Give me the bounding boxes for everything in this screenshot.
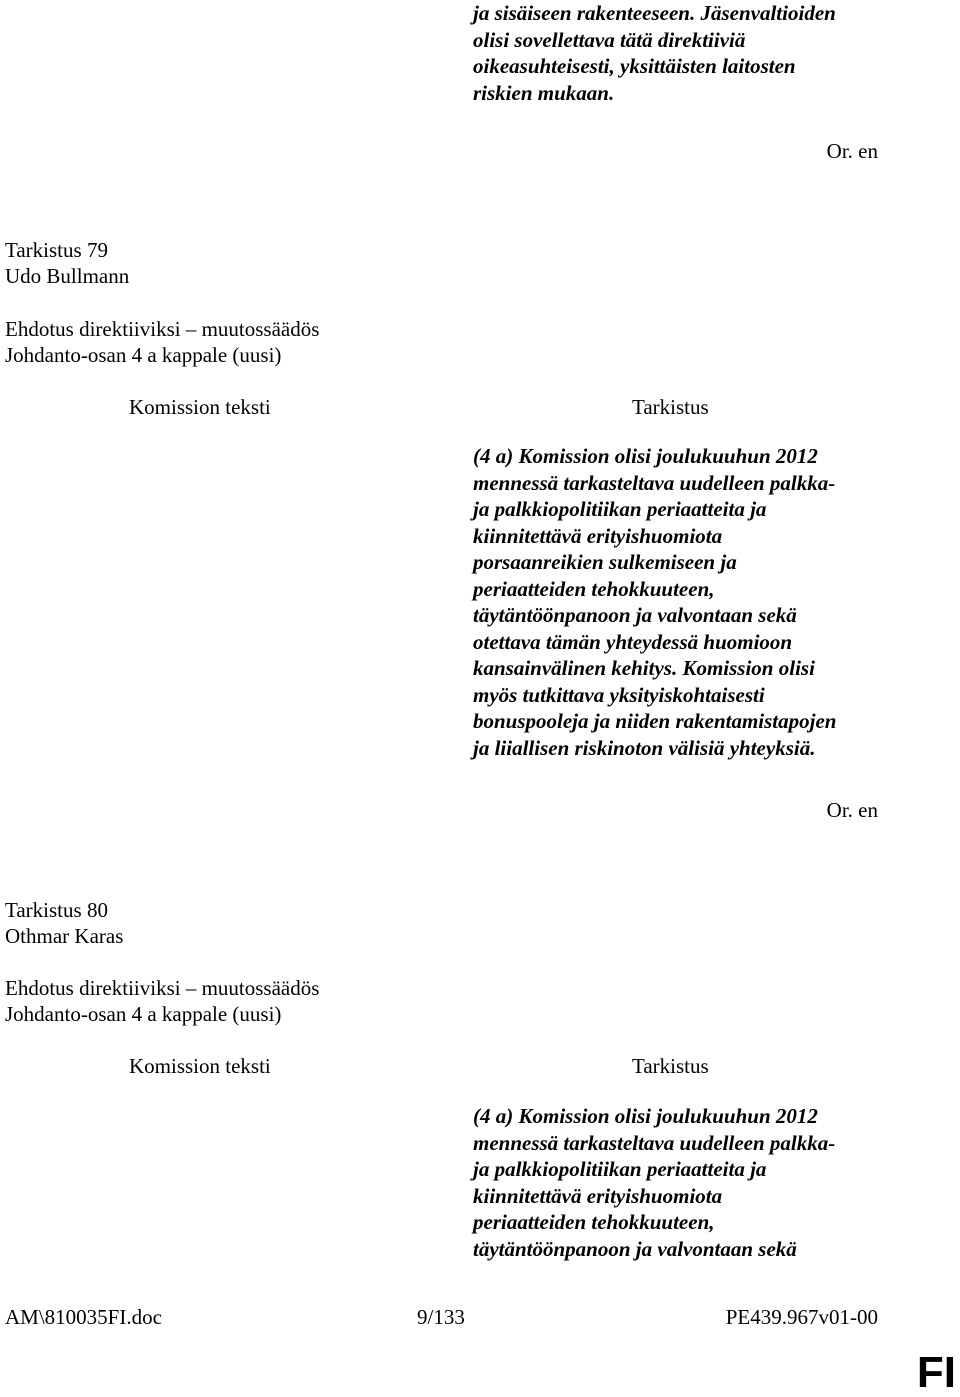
column-header-amendment: Tarkistus [632,1054,709,1078]
amendment-location: Johdanto-osan 4 a kappale (uusi) [5,343,282,367]
text-line: ja liiallisen riskinoton välisiä yhteyksiä. [473,735,816,760]
text-line: bonuspooleja ja niiden rakentamistapojen [473,709,837,733]
amendment-text [473,1103,893,1262]
text-line: oikeasuhteisesti, yksittäisten laitosten [473,54,796,78]
original-language-label: Or. en [826,139,878,163]
footer-pe-ref: PE439.967v01-00 [725,1305,878,1329]
text-line: ja palkkiopolitiikan periaatteita ja [473,497,767,521]
text-line: (4 a) Komission olisi joulukuuhun 2012 [473,1104,818,1128]
amendment-author: Udo Bullmann [5,264,130,288]
amendment-text [473,443,893,761]
text-line: mennessä tarkasteltava uudelleen palkka- [473,470,836,495]
text-line: periaatteiden tehokkuuteen, [473,1210,715,1234]
text-line: (4 a) Komission olisi joulukuuhun 2012 [473,444,818,468]
text-line: kiinnitettävä erityishuomiota [473,1183,723,1208]
text-line: periaatteiden tehokkuuteen, [473,576,715,601]
continuation-text [473,0,893,106]
text-line: porsaanreikien sulkemiseen ja [473,550,737,574]
column-header-commission-text: Komission teksti [129,1054,271,1078]
text-line: mennessä tarkasteltava uudelleen palkka- [473,1130,836,1155]
text-line: olisi sovellettava tätä direktiiviä [473,27,746,52]
column-header-commission-text: Komission teksti [129,395,271,419]
text-line: myös tutkittava yksityiskohtaisesti [473,682,765,707]
text-line: kiinnitettävä erityishuomiota [473,523,723,548]
footer-page-number: 9/133 [417,1305,465,1329]
language-code-mark: FI [916,1348,956,1397]
amendment-title: Tarkistus 80 [5,898,108,922]
text-line: riskien mukaan. [473,80,615,105]
text-line: ja sisäiseen rakenteeseen. Jäsenvaltioiden [473,1,836,25]
amendment-location: Johdanto-osan 4 a kappale (uusi) [5,1002,282,1026]
proposal-label: Ehdotus direktiiviksi – muutossäädös [5,317,320,341]
text-line: täytäntöönpanoon ja valvontaan sekä [473,603,797,627]
original-language-label: Or. en [826,798,878,822]
text-line: täytäntöönpanoon ja valvontaan sekä [473,1236,797,1261]
text-line: kansainvälinen kehitys. Komission olisi [473,656,815,680]
amendment-author: Othmar Karas [5,924,124,948]
proposal-label: Ehdotus direktiiviksi – muutossäädös [5,976,320,1000]
footer-doc-ref: AM\810035FI.doc [5,1305,162,1329]
text-line: ja palkkiopolitiikan periaatteita ja [473,1157,767,1181]
text-line: otettava tämän yhteydessä huomioon [473,629,793,654]
amendment-title: Tarkistus 79 [5,238,108,262]
column-header-amendment: Tarkistus [632,395,709,419]
